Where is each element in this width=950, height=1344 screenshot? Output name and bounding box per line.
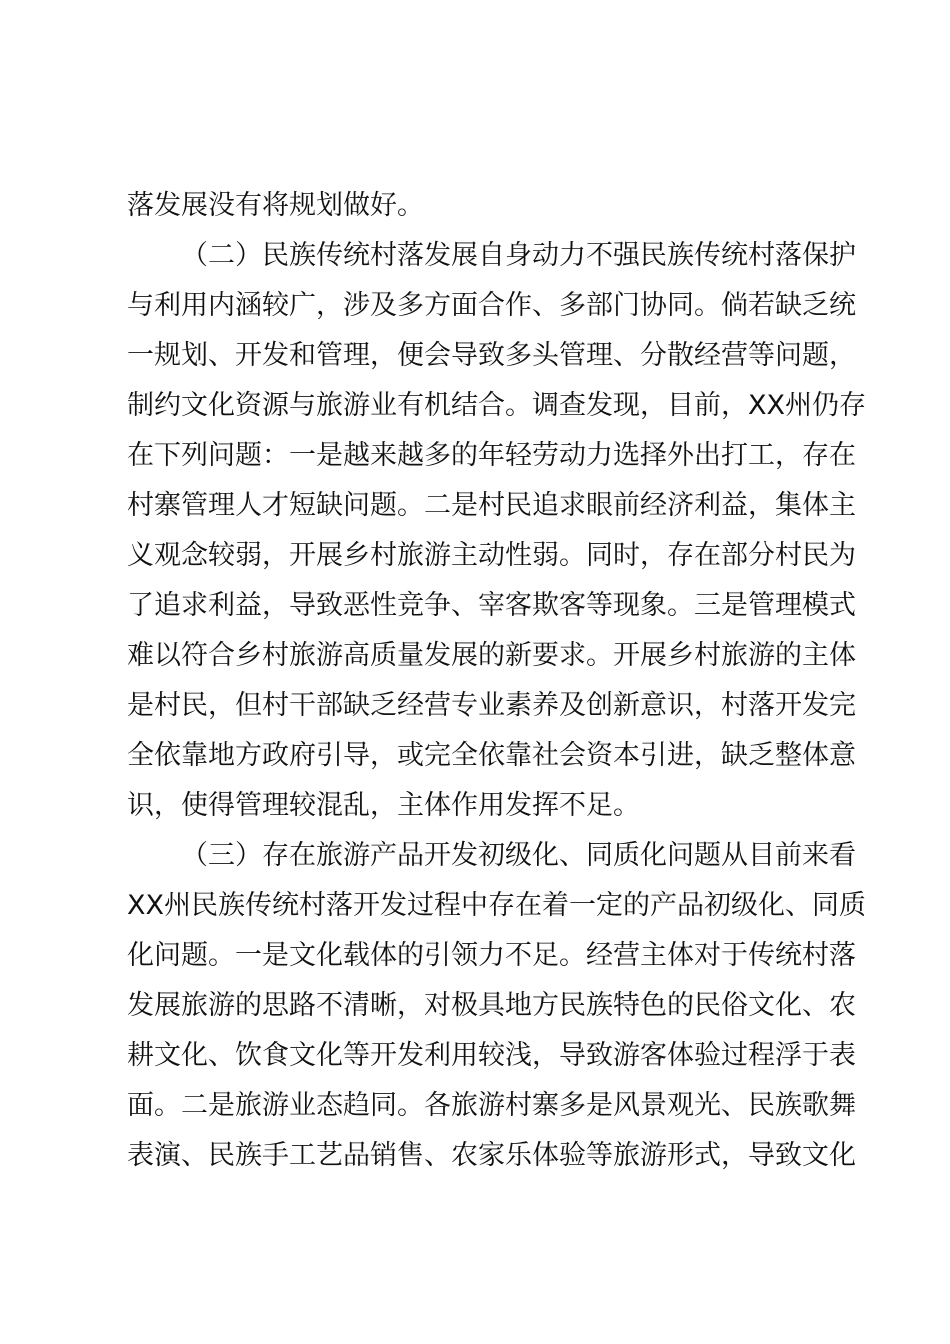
- text-line: 在下列问题：一是越来越多的年轻劳动力选择外出打工，存在: [127, 440, 856, 471]
- text-line: 制约文化资源与旅游业有机结合。调查发现，目前，XX州仍存: [127, 390, 866, 421]
- text-line: 表演、民族手工艺品销售、农家乐体验等旅游形式，导致文化: [127, 1140, 856, 1171]
- text-line: 了追求利益，导致恶性竞争、宰客欺客等现象。三是管理模式: [127, 590, 856, 621]
- paragraph-section-3: [127, 831, 866, 1181]
- text-line: 义观念较弱，开展乡村旅游主动性弱。同时，存在部分村民为: [127, 540, 856, 571]
- text-line: 发展旅游的思路不清晰，对极具地方民族特色的民俗文化、农: [127, 990, 856, 1021]
- text-line: 识，使得管理较混乱，主体作用发挥不足。: [127, 790, 640, 821]
- document-body: [127, 181, 866, 1181]
- paragraph-continuation: [127, 181, 830, 231]
- text-line: 一规划、开发和管理，便会导致多头管理、分散经营等问题，: [127, 340, 856, 371]
- text-line: 全依靠地方政府引导，或完全依靠社会资本引进，缺乏整体意: [127, 740, 856, 771]
- text-line: 是村民，但村干部缺乏经营专业素养及创新意识，村落开发完: [127, 690, 856, 721]
- text-line: 耕文化、饮食文化等开发利用较浅，导致游客体验过程浮于表: [127, 1040, 856, 1071]
- text-line: 落发展没有将规划做好。: [127, 190, 424, 221]
- text-line: 难以符合乡村旅游高质量发展的新要求。开展乡村旅游的主体: [127, 640, 856, 671]
- text-line: 化问题。一是文化载体的引领力不足。经营主体对于传统村落: [127, 940, 856, 971]
- text-line: 与利用内涵较广，涉及多方面合作、多部门协同。倘若缺乏统: [127, 290, 856, 321]
- text-line: 村寨管理人才短缺问题。二是村民追求眼前经济利益，集体主: [127, 490, 856, 521]
- text-line: （二）民族传统村落发展自身动力不强民族传统村落保护: [181, 240, 856, 271]
- text-line: （三）存在旅游产品开发初级化、同质化问题从目前来看: [181, 840, 856, 871]
- paragraph-section-2: [127, 231, 866, 831]
- text-line: 面。二是旅游业态趋同。各旅游村寨多是风景观光、民族歌舞: [127, 1090, 856, 1121]
- text-line: XX州民族传统村落开发过程中存在着一定的产品初级化、同质: [127, 890, 866, 921]
